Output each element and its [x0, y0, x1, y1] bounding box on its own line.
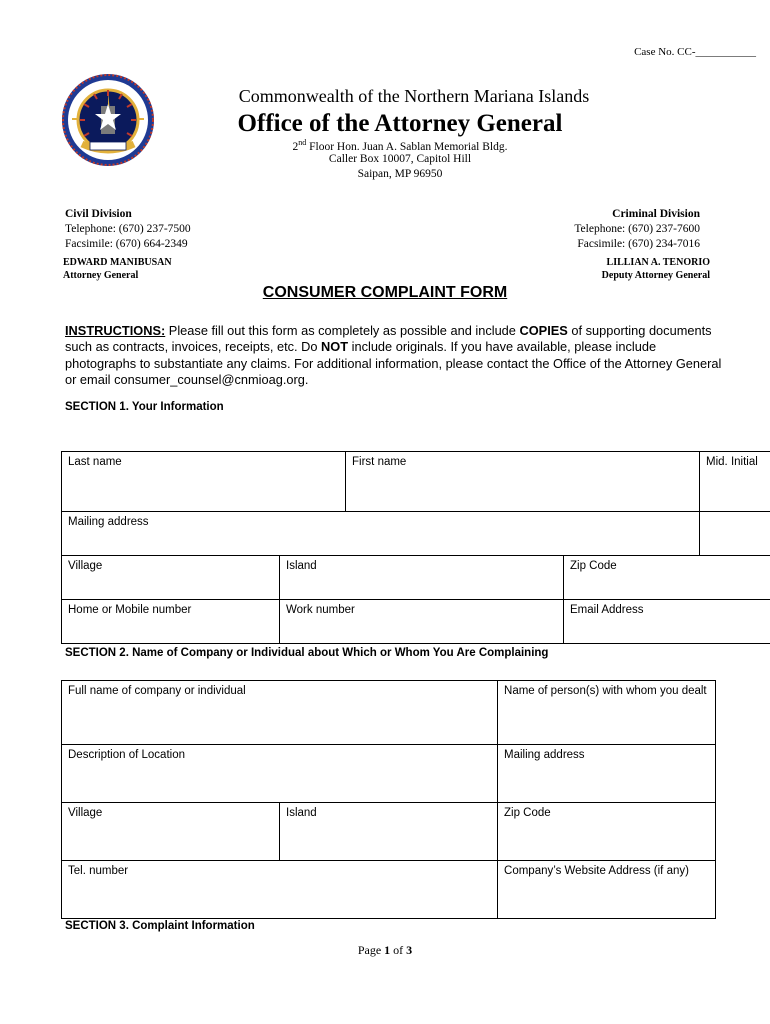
mailing-address-extra-cell [700, 512, 770, 556]
criminal-division-title: Criminal Division [612, 208, 700, 220]
first-name-field[interactable]: First name [346, 452, 700, 512]
page-number: Page 1 of 3 [357, 943, 413, 957]
person-dealt-with-field[interactable]: Name of person(s) with whom you dealt [498, 681, 716, 745]
company-full-name-field[interactable]: Full name of company or individual [62, 681, 498, 745]
commonwealth-heading: Commonwealth of the Northern Mariana Islands [238, 86, 590, 106]
home-mobile-number-field[interactable]: Home or Mobile number [62, 600, 280, 644]
office-title: Office of the Attorney General [237, 110, 563, 137]
civil-division-facsimile: Facsimile: (670) 664-2349 [65, 238, 188, 250]
address-line-1: 2nd Floor Hon. Juan A. Sablan Memorial Bldg. [292, 138, 508, 153]
deputy-attorney-general-name: LILLIAN A. TENORIO [606, 257, 710, 268]
form-title: CONSUMER COMPLAINT FORM [262, 284, 508, 301]
criminal-division-facsimile: Facsimile: (670) 234-7016 [577, 238, 700, 250]
village-field[interactable]: Village [62, 556, 280, 600]
civil-division-telephone: Telephone: (670) 237-7500 [65, 223, 191, 235]
your-information-table [61, 451, 770, 644]
instructions-paragraph: INSTRUCTIONS: Please fill out this form as completely as possible and include COPIES of supporting documents such as contracts, invoices, receipts, etc. Do NOT include originals. If you have available, please include photographs to substantiate any claims. For additional information, please contact the Office of the Attorney General or email consumer_counsel@cnmioag.org. [65, 323, 722, 388]
deputy-attorney-general-title: Deputy Attorney General [601, 270, 710, 281]
email-address-field[interactable]: Email Address [564, 600, 770, 644]
company-information-table [61, 680, 716, 919]
company-mailing-address-field[interactable]: Mailing address [498, 745, 716, 803]
attorney-general-name: EDWARD MANIBUSAN [63, 257, 172, 268]
mid-initial-field[interactable]: Mid. Initial [700, 452, 770, 512]
company-zip-code-field[interactable]: Zip Code [498, 803, 716, 861]
last-name-field[interactable]: Last name [62, 452, 346, 512]
location-description-field[interactable]: Description of Location [62, 745, 498, 803]
attorney-general-block [63, 256, 172, 282]
section-3-title: SECTION 3. Complaint Information [65, 920, 255, 932]
copies-emphasis: COPIES [519, 323, 568, 338]
company-website-field[interactable]: Company’s Website Address (if any) [498, 861, 716, 919]
company-island-field[interactable]: Island [280, 803, 498, 861]
civil-division-title: Civil Division [65, 208, 132, 220]
section-2-title: SECTION 2. Name of Company or Individual about Which or Whom You Are Complaining [65, 647, 549, 659]
not-emphasis: NOT [321, 339, 349, 355]
company-village-field[interactable]: Village [62, 803, 280, 861]
civil-division-block [65, 207, 191, 252]
address-line-2: Caller Box 10007, Capitol Hill [328, 153, 472, 165]
island-field[interactable]: Island [280, 556, 564, 600]
criminal-division-block [574, 207, 700, 252]
instructions-label: INSTRUCTIONS: [65, 323, 166, 338]
attorney-general-title: Attorney General [63, 270, 139, 281]
zip-code-field[interactable]: Zip Code [564, 556, 770, 600]
case-number: Case No. CC-___________ [634, 46, 756, 58]
section-1-title: SECTION 1. Your Information [65, 401, 224, 413]
company-tel-number-field[interactable]: Tel. number [62, 861, 498, 919]
criminal-division-telephone: Telephone: (670) 237-7600 [574, 223, 700, 235]
mailing-address-field[interactable]: Mailing address [62, 512, 700, 556]
work-number-field[interactable]: Work number [280, 600, 564, 644]
deputy-attorney-general-block [602, 256, 710, 282]
address-line-3: Saipan, MP 96950 [357, 168, 443, 180]
